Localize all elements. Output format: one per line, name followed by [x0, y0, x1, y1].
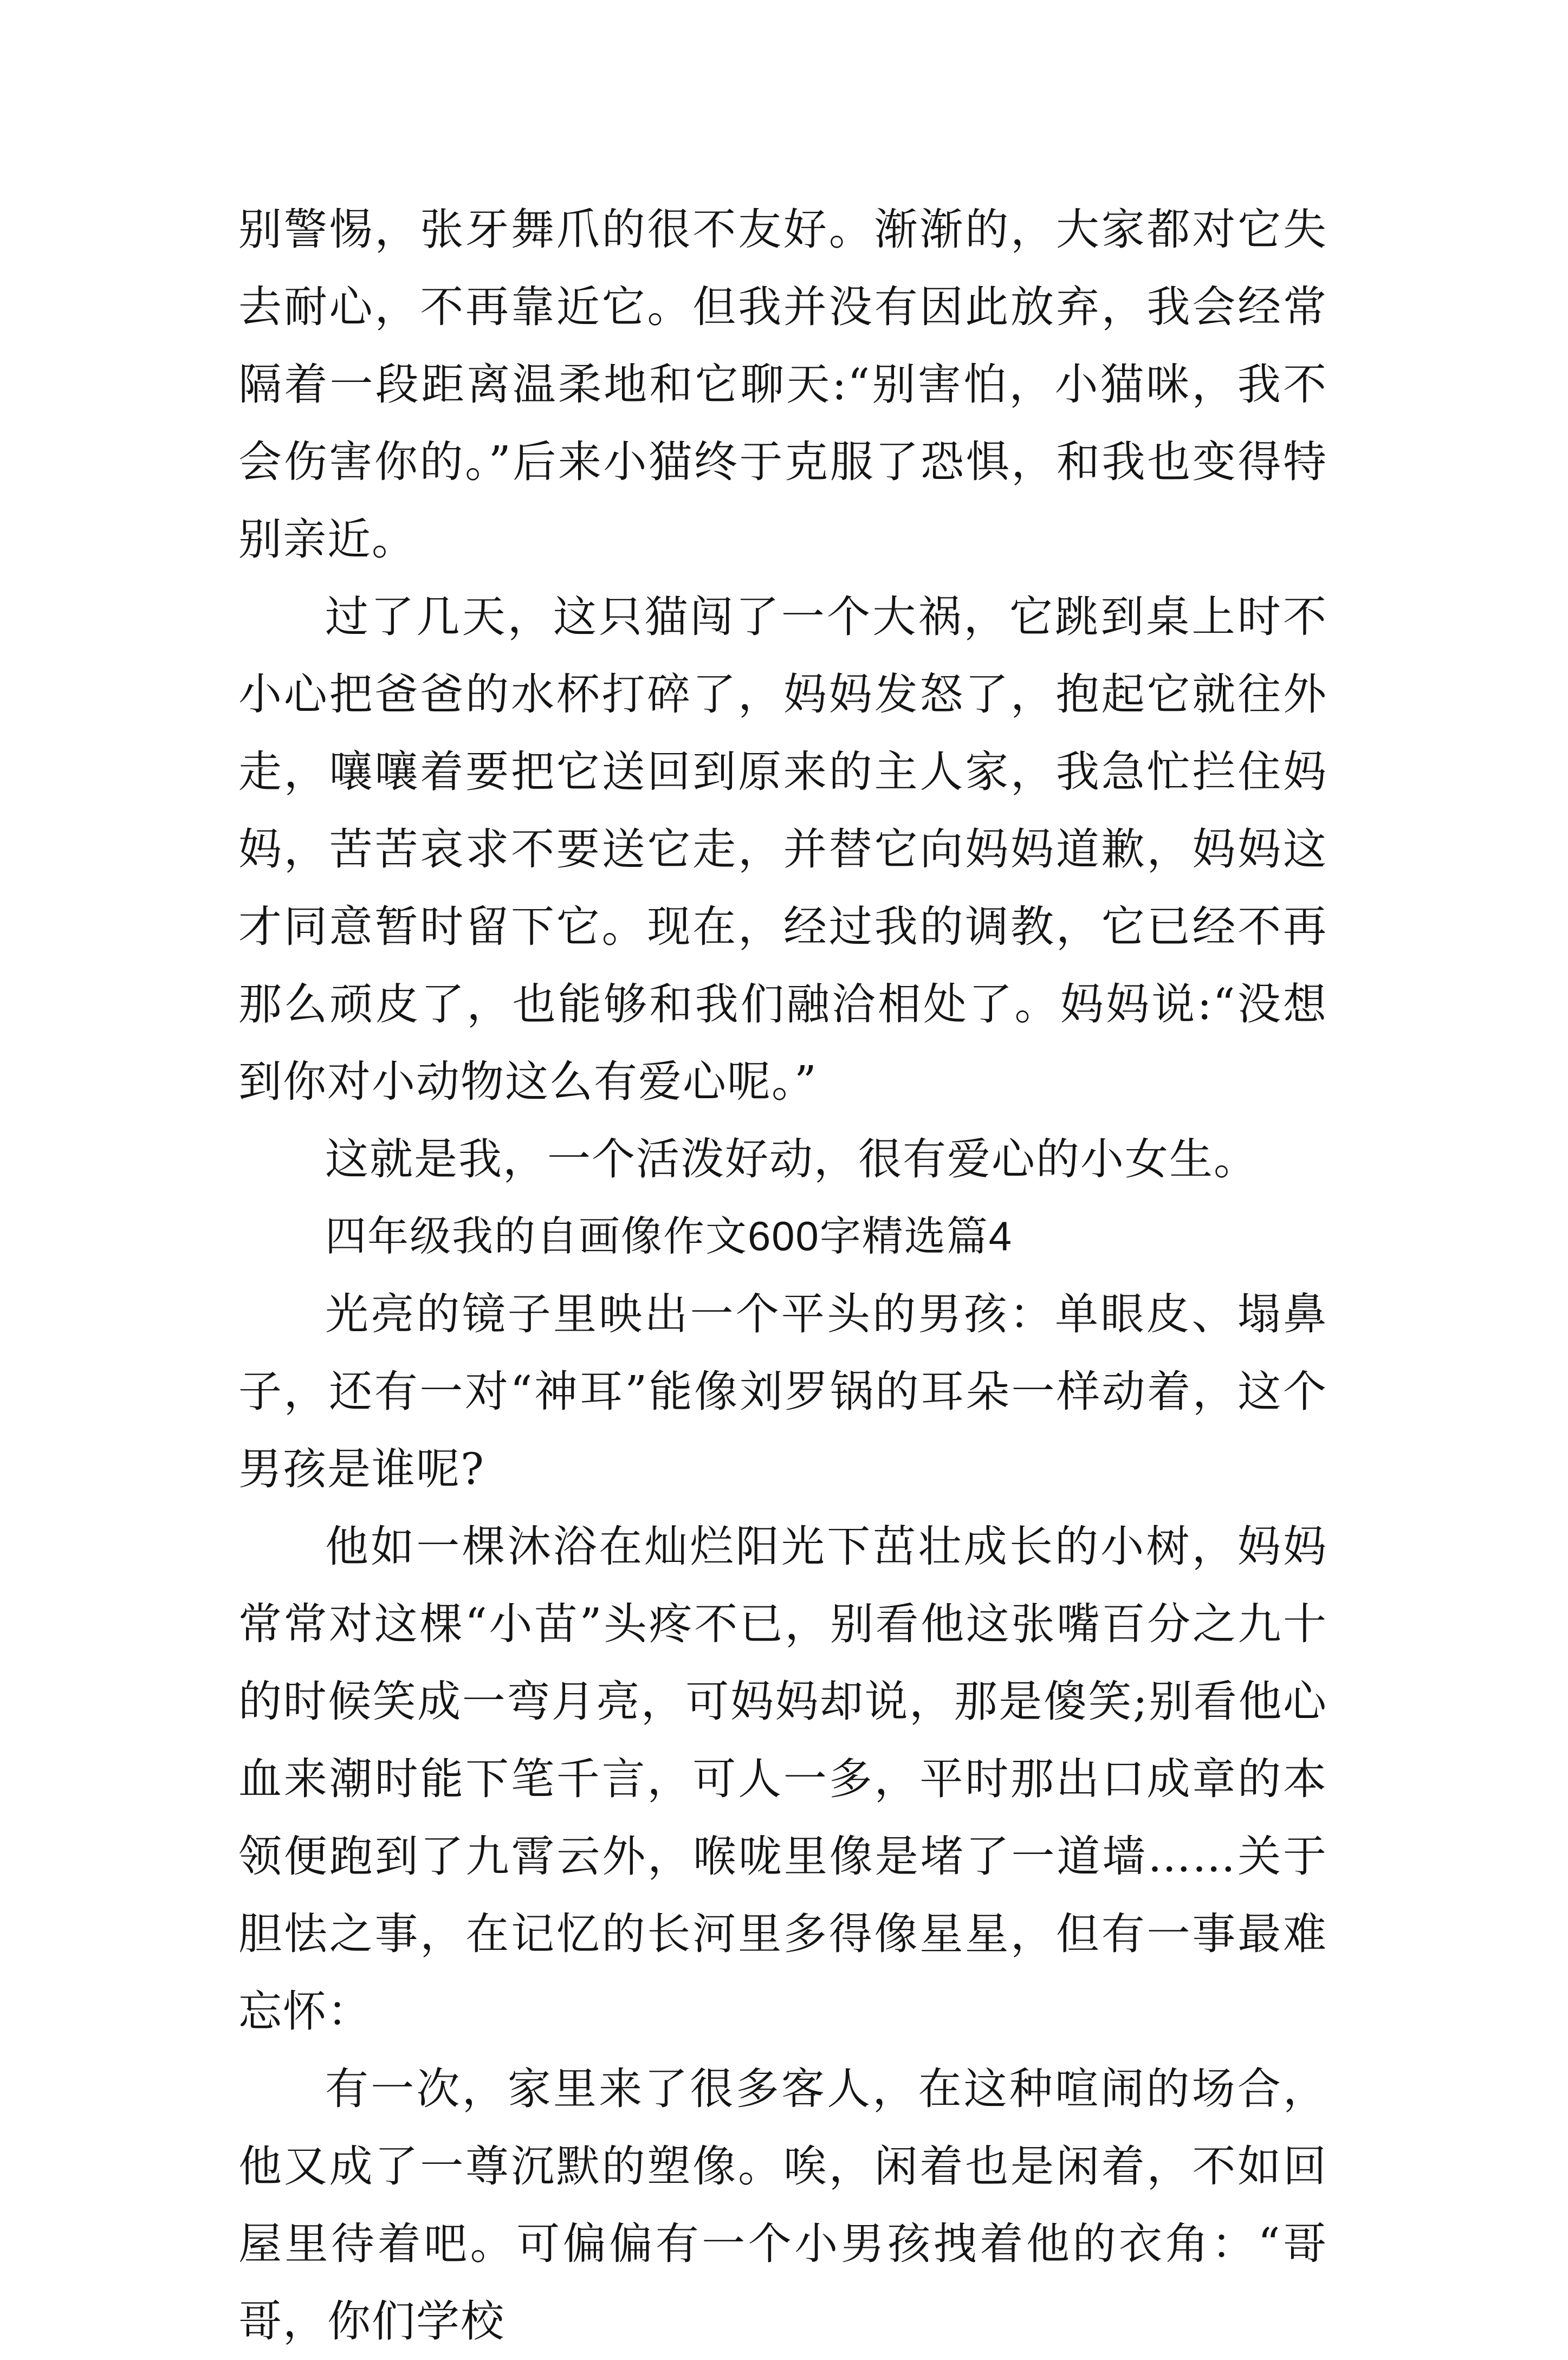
- paragraph-1: 别警惕，张牙舞爪的很不友好。渐渐的，大家都对它失去耐心，不再靠近它。但我并没有因此放弃，我会经常隔着一段距离温柔地和它聊天:“别害怕，小猫咪，我不会伤害你的。”后来小猫终于克服了恐惧，和我也变得特别亲近。: [238, 204, 1327, 565]
- paragraph-6: 有一次，家里来了很多客人，在这种喧闹的场合，他又成了一尊沉默的塑像。唉，闲着也是闲着，不如回屋里待着吧。可偏偏有一个小男孩拽着他的衣角：“哥哥，你们学校: [238, 2064, 1327, 2346]
- paragraph-4: 光亮的镜子里映出一个平头的男孩：单眼皮、塌鼻子，还有一对“神耳”能像刘罗锅的耳朵一样动着，这个男孩是谁呢?: [238, 1289, 1327, 1494]
- section-heading: 四年级我的自画像作文600字精选篇4: [325, 1214, 1013, 1260]
- document-body: [238, 191, 1327, 2360]
- paragraph-3: 这就是我，一个活泼好动，很有爱心的小女生。: [325, 1134, 1258, 1184]
- paragraph-5: 他如一棵沐浴在灿烂阳光下茁壮成长的小树，妈妈常常对这棵“小苗”头疼不已，别看他这张嘴百分之九十的时候笑成一弯月亮，可妈妈却说，那是傻笑;别看他心血来潮时能下笔千言，可人一多，平时那出口成章的本领便跑到了九霄云外，喉咙里像是堵了一道墙……关于胆怯之事，在记忆的长河里多得像星星，但有一事最难忘怀：: [238, 1521, 1327, 2037]
- paragraph-2: 过了几天，这只猫闯了一个大祸，它跳到桌上时不小心把爸爸的水杯打碎了，妈妈发怒了，抱起它就往外走，嚷嚷着要把它送回到原来的主人家，我急忙拦住妈妈，苦苦哀求不要送它走，并替它向妈妈道歉，妈妈这才同意暂时留下它。现在，经过我的调教，它已经不再那么顽皮了，也能够和我们融洽相处了。妈妈说:“没想到你对小动物这么有爱心呢。”: [238, 592, 1327, 1107]
